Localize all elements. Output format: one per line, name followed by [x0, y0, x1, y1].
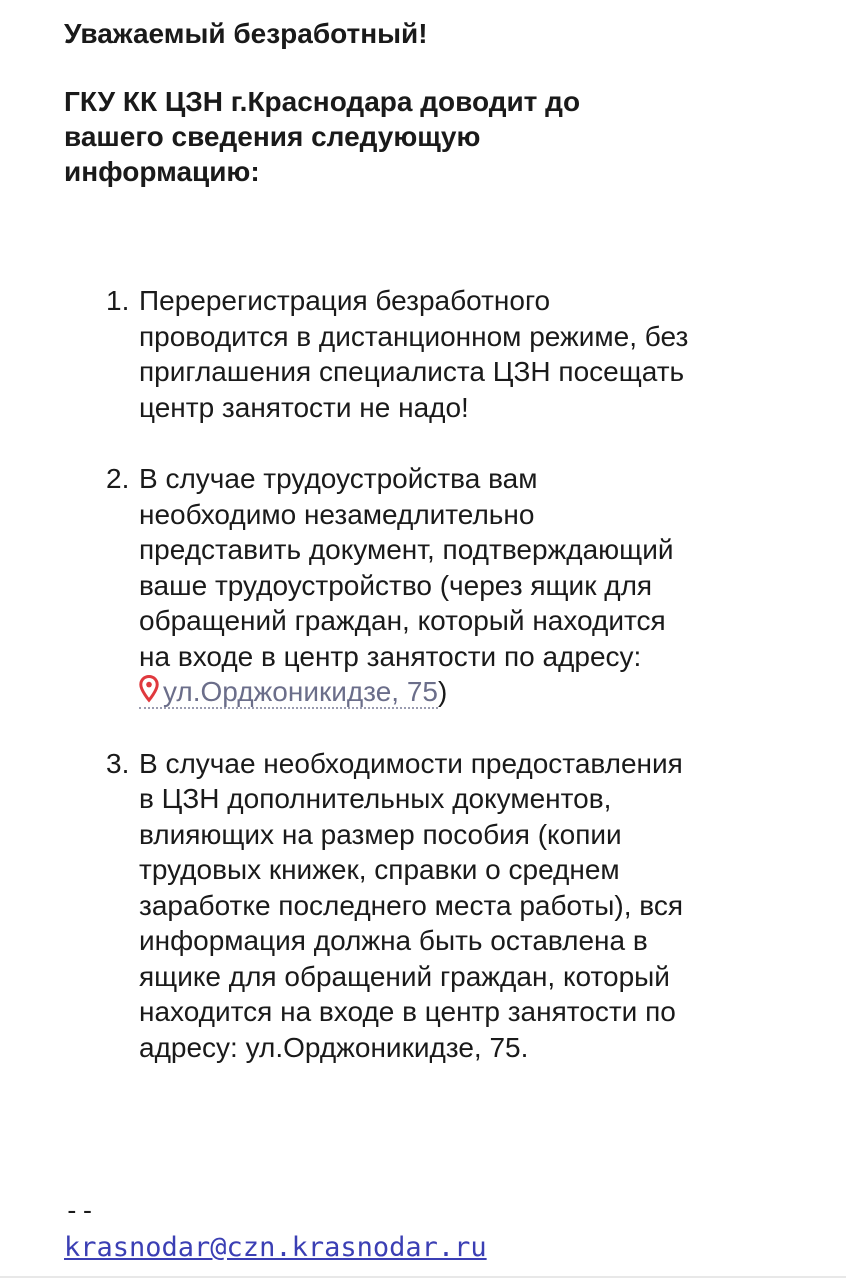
- list-item-text-after: ): [437, 676, 448, 707]
- list-item-text: Перерегистрация безработного проводится в дистанционном режиме, без приглашения специалиста ЦЗН посещать центр занятости не надо!: [139, 285, 689, 423]
- map-pin-icon: [139, 675, 159, 703]
- bottom-divider: [0, 1276, 846, 1278]
- greeting: Уважаемый безработный!: [64, 18, 428, 49]
- address-map-link[interactable]: [139, 676, 438, 709]
- address-link-text: ул.Орджоникидзе, 75: [163, 676, 438, 707]
- list-item-text-before: В случае трудоустройства вам необходимо незамедлительно представить документ, подтверждающий ваше трудоустройство (через ящик для обращений граждан, который находится на входе в центр занятости по адресу:: [139, 463, 674, 672]
- list-item: [64, 283, 764, 425]
- list-item-number: 2.: [106, 463, 130, 494]
- list-item-number: 1.: [106, 285, 130, 316]
- signature-email-link[interactable]: krasnodar@czn.krasnodar.ru: [64, 1232, 487, 1263]
- list-item-text: В случае необходимости предоставления в ЦЗН дополнительных документов, влияющих на размер пособия (копии трудовых книжек, справки о среднем заработке последнего места работы), вся информация должна быть оставлена в ящике для обращений граждан, который находится на входе в центр занятости по адресу: ул.Орджоникидзе, 75.: [139, 747, 684, 1063]
- signature-separator: --: [64, 1196, 96, 1226]
- list-item-number: 3.: [106, 747, 130, 779]
- intro-heading: ГКУ КК ЦЗН г.Краснодара доводит до вашего сведения следующую информацию:: [64, 86, 581, 187]
- list-item: [64, 746, 764, 1066]
- notice-list: [64, 283, 764, 1101]
- list-item: [64, 461, 764, 710]
- list-item-text: [139, 461, 699, 710]
